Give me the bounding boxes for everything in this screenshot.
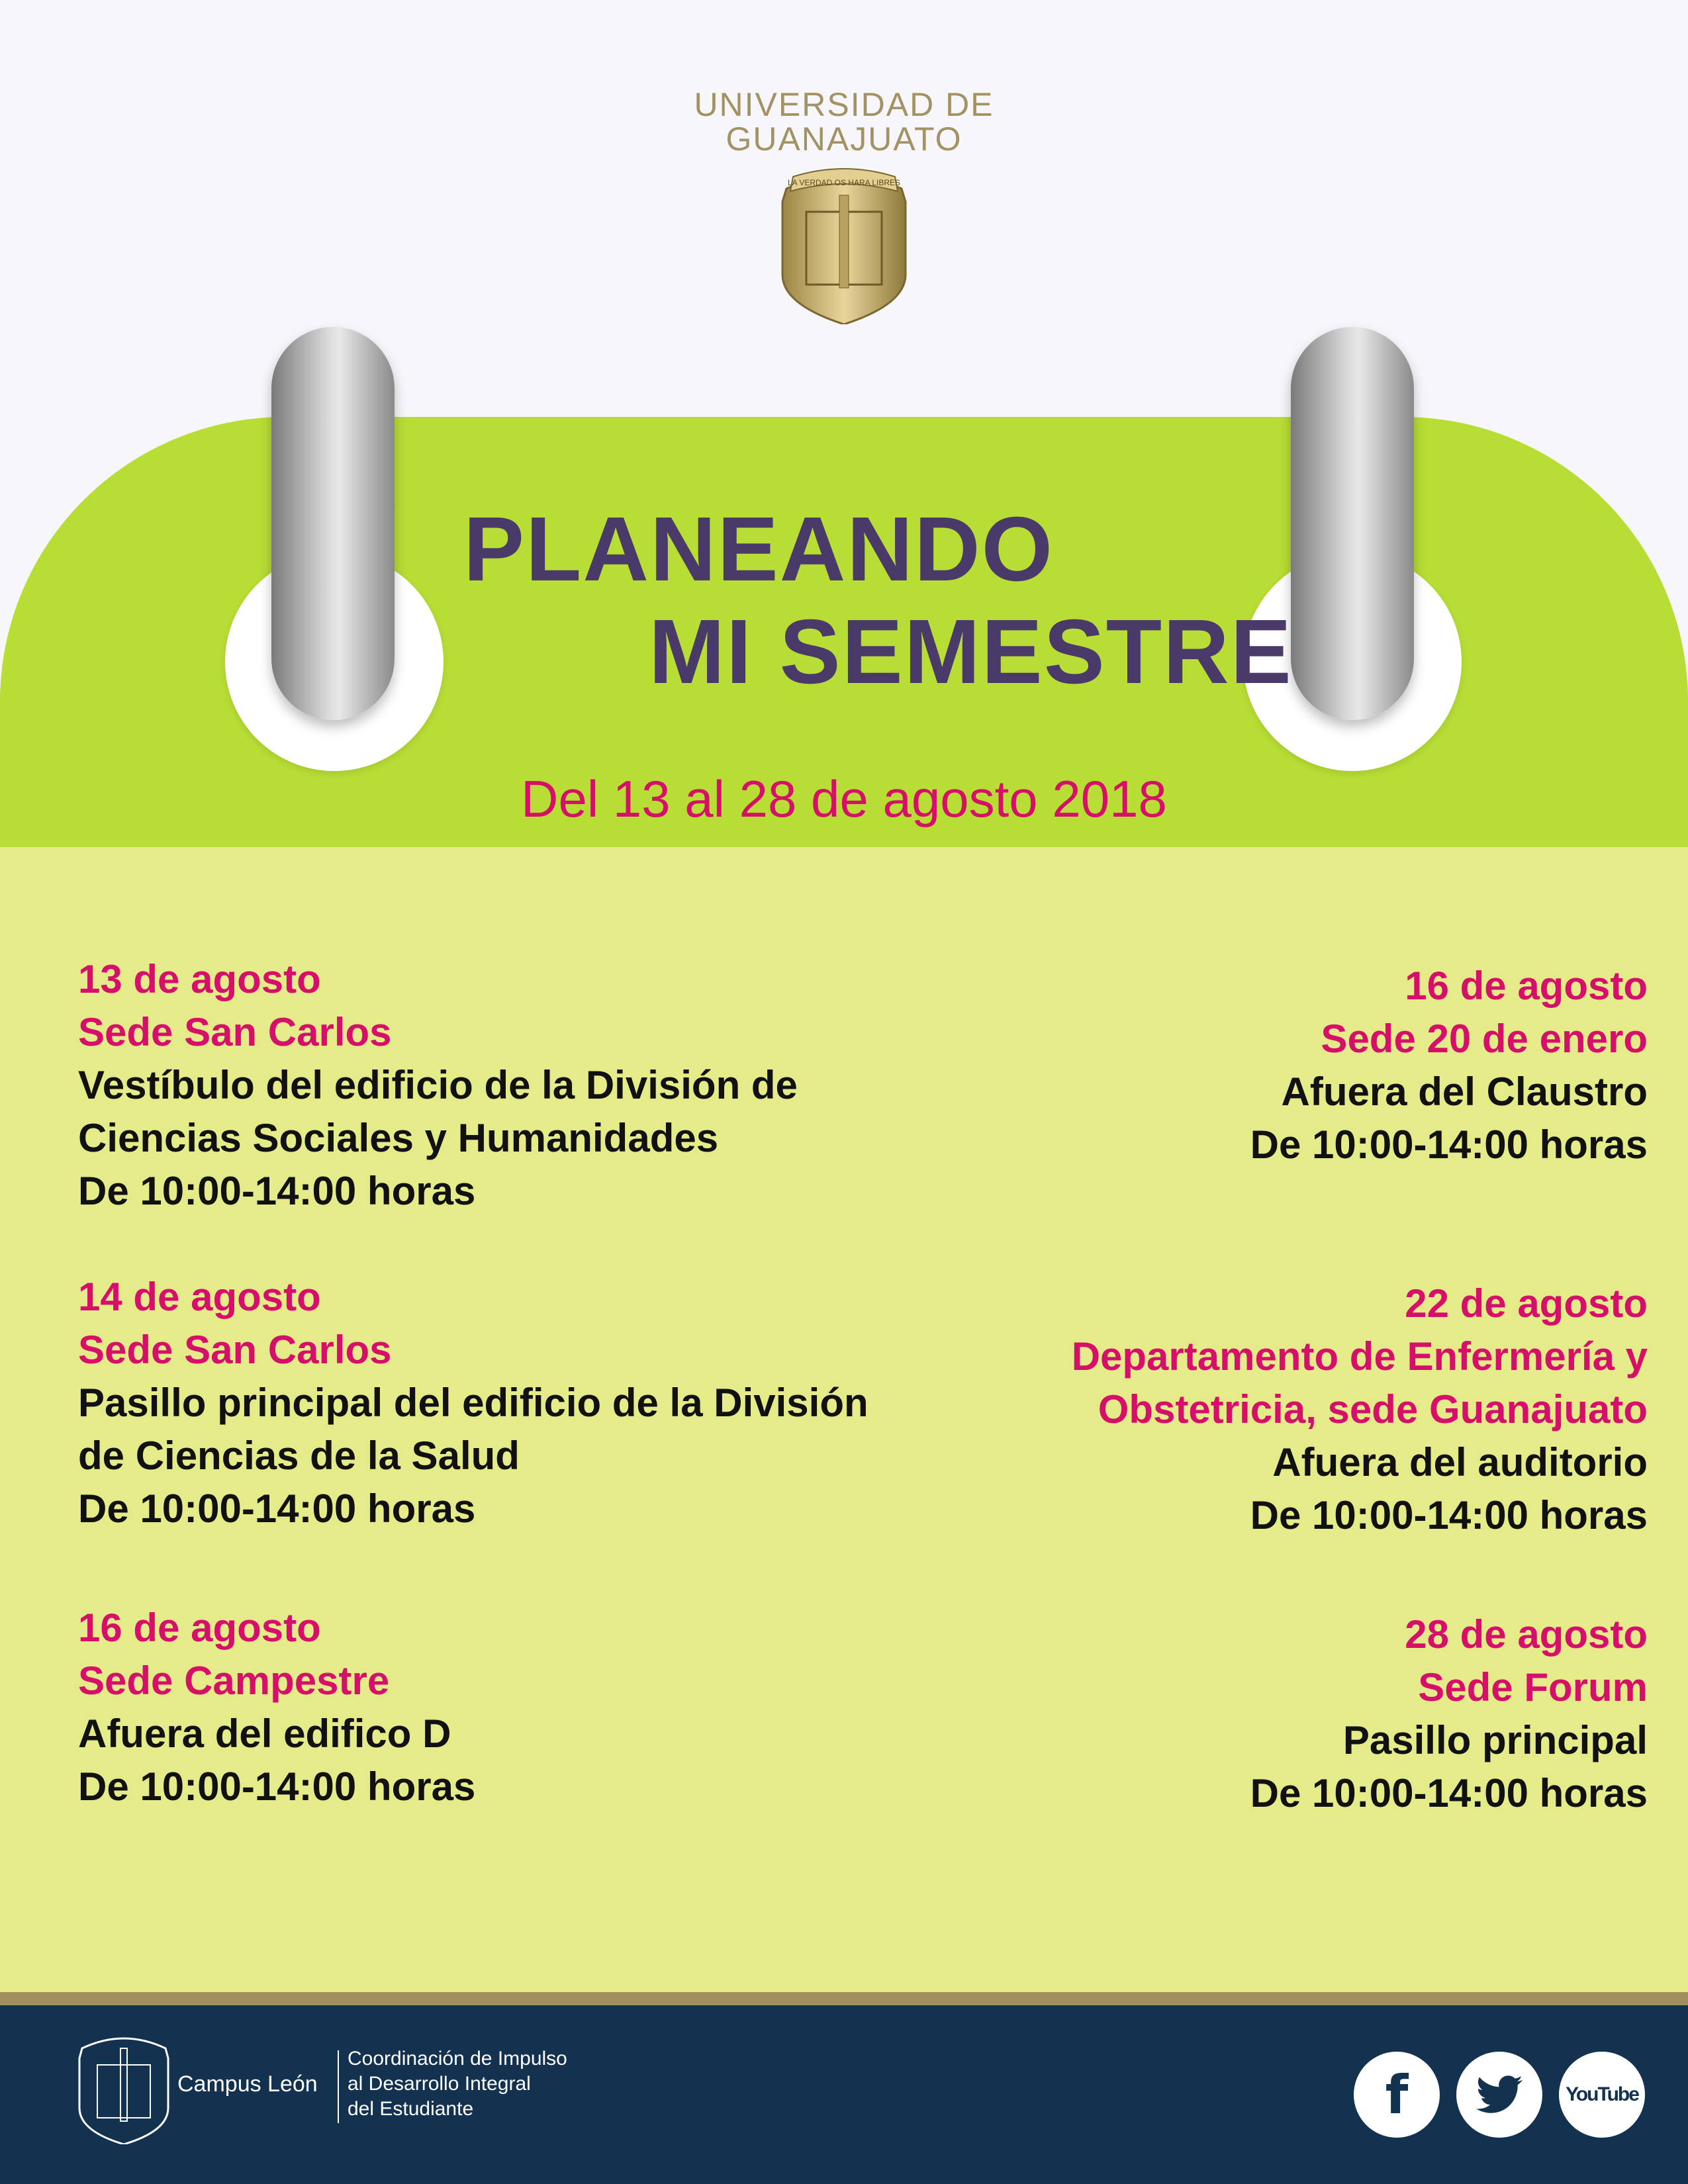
event-place: Ciencias Sociales y Humanidades <box>78 1116 719 1160</box>
facebook-glyph: f <box>1385 2064 1409 2126</box>
event-place: de Ciencias de la Salud <box>78 1433 520 1478</box>
event-date: 28 de agosto <box>1405 1612 1648 1657</box>
title-line2: MI SEMESTRE <box>649 601 1293 703</box>
event-place: Pasillo principal <box>1342 1718 1648 1762</box>
university-name <box>0 87 1688 156</box>
event-hours: De 10:00-14:00 horas <box>1250 1122 1648 1167</box>
twitter-bird-icon <box>1476 2075 1523 2115</box>
event-place: Afuera del Claustro <box>1281 1069 1648 1114</box>
event-venue: Departamento de Enfermería y <box>1071 1334 1648 1379</box>
event-14-agosto <box>78 1271 868 1535</box>
university-line1: UNIVERSIDAD DE <box>694 86 994 123</box>
event-venue: Sede San Carlos <box>78 1010 392 1054</box>
campus-name: Campus León <box>177 2071 318 2097</box>
facebook-icon[interactable] <box>1354 2052 1440 2138</box>
event-hours: De 10:00-14:00 horas <box>1250 1771 1648 1815</box>
event-date: 14 de agosto <box>78 1275 321 1319</box>
footer-divider <box>338 2050 339 2123</box>
event-venue: Obstetricia, sede Guanajuato <box>1098 1387 1648 1432</box>
event-16-agosto-20-enero <box>1250 960 1648 1171</box>
binder-ring-left <box>271 327 395 720</box>
coord-line: al Desarrollo Integral <box>348 2073 531 2095</box>
event-venue: Sede Campestre <box>78 1659 390 1703</box>
coord-line: Coordinación de Impulso <box>348 2048 567 2070</box>
date-range: Del 13 al 28 de agosto 2018 <box>521 770 1167 828</box>
coord-line: del Estudiante <box>348 2098 474 2120</box>
twitter-icon[interactable] <box>1456 2052 1542 2138</box>
event-place: Vestíbulo del edificio de la División de <box>78 1063 798 1107</box>
university-crest-logo <box>773 162 915 324</box>
event-22-agosto <box>1072 1277 1648 1542</box>
event-13-agosto <box>78 953 798 1218</box>
binder-ring-right <box>1291 327 1414 720</box>
event-hours: De 10:00-14:00 horas <box>1250 1493 1648 1537</box>
event-hours: De 10:00-14:00 horas <box>78 1169 476 1213</box>
coordination-name <box>348 2046 567 2122</box>
event-place: Pasillo principal del edificio de la División <box>78 1381 868 1425</box>
title-line1: PLANEANDO <box>463 498 1055 600</box>
campus-crest-logo <box>74 2028 173 2144</box>
footer-gold-stripe <box>0 1992 1688 2005</box>
event-16-agosto-campestre <box>78 1602 475 1813</box>
event-hours: De 10:00-14:00 horas <box>78 1486 476 1531</box>
event-date: 13 de agosto <box>78 957 321 1001</box>
crest-motto: LA VERDAD OS HARA LIBRES <box>787 178 901 187</box>
youtube-icon[interactable] <box>1559 2052 1645 2138</box>
event-28-agosto <box>1250 1608 1648 1820</box>
event-venue: Sede San Carlos <box>78 1328 392 1372</box>
event-date: 22 de agosto <box>1405 1281 1648 1326</box>
event-place: Afuera del auditorio <box>1272 1440 1648 1484</box>
university-line2: GUANAJUATO <box>726 120 962 158</box>
event-hours: De 10:00-14:00 horas <box>78 1764 476 1809</box>
event-venue: Sede 20 de enero <box>1321 1017 1648 1061</box>
event-date: 16 de agosto <box>78 1606 321 1650</box>
event-date: 16 de agosto <box>1405 964 1648 1008</box>
youtube-label: YouTube <box>1566 2083 1638 2105</box>
event-venue: Sede Forum <box>1418 1665 1648 1709</box>
event-place: Afuera del edifico D <box>78 1711 451 1756</box>
